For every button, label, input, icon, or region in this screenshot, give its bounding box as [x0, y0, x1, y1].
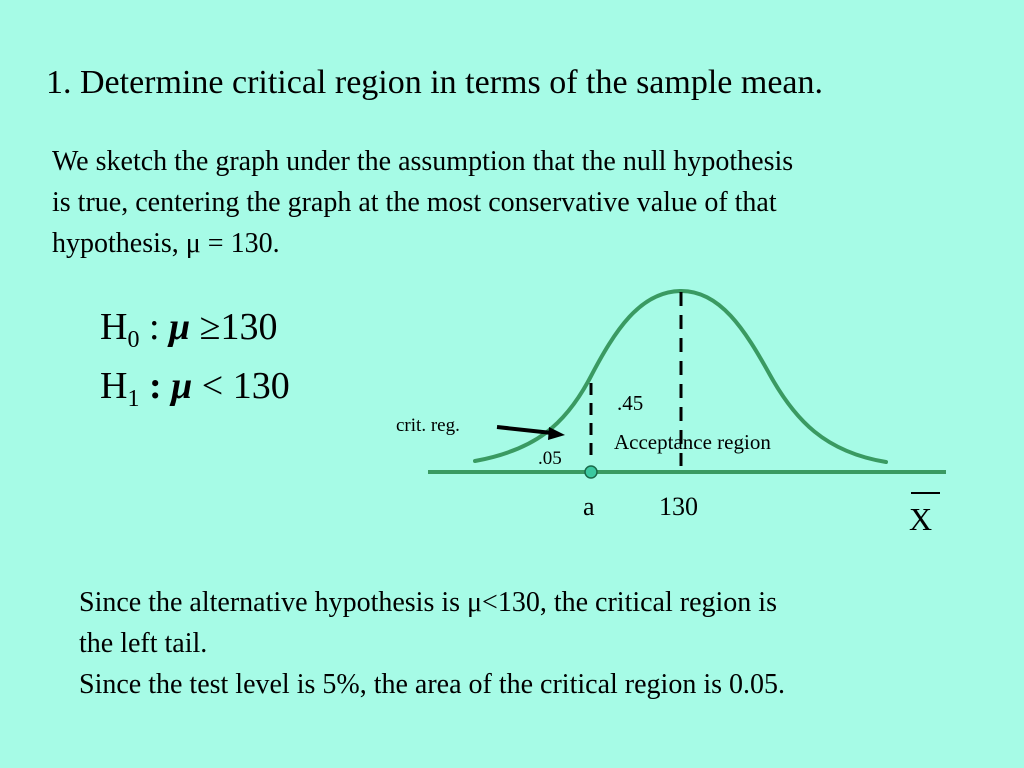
intro-line-1: We sketch the graph under the assumption that the null hypothesis [52, 146, 794, 177]
alternative-hypothesis-value: 130 [232, 365, 290, 407]
null-hypothesis-value: 130 [220, 306, 278, 348]
conclusion-line-1: Since the alternative hypothesis is μ<130, the critical region is [79, 587, 777, 618]
null-hypothesis-mu: μ [169, 306, 191, 348]
alternative-hypothesis-colon: : [148, 365, 162, 407]
tail-area-label: .05 [538, 448, 562, 469]
arrowhead-icon [548, 427, 565, 440]
alternative-hypothesis-subscript: 1 [127, 386, 140, 412]
middle-area-label: .45 [617, 391, 644, 415]
null-hypothesis-symbol: H [100, 306, 128, 348]
null-hypothesis-operator: ≥ [199, 306, 221, 348]
critical-value-point [585, 466, 597, 478]
conclusion-line-2: the left tail. [79, 628, 208, 659]
conclusion-text [79, 582, 979, 705]
alternative-hypothesis-mu: μ [171, 365, 193, 407]
null-hypothesis-colon: : [148, 306, 160, 348]
mean-value-label: 130 [659, 492, 698, 521]
conclusion-line-3: Since the test level is 5%, the area of the critical region is 0.05. [79, 669, 785, 700]
critical-value-a-label: a [583, 492, 595, 521]
alternative-hypothesis-symbol: H [100, 365, 128, 407]
intro-line-3: hypothesis, μ = 130. [52, 228, 280, 259]
alternative-hypothesis-operator: < [201, 365, 224, 407]
acceptance-region-label: Acceptance region [614, 430, 771, 454]
null-hypothesis-subscript: 0 [127, 327, 140, 353]
critical-region-label: crit. reg. [396, 415, 460, 436]
slide-title: 1. Determine critical region in terms of the sample mean. [46, 64, 824, 101]
intro-line-2: is true, centering the graph at the most conservative value of that [52, 187, 777, 218]
critical-region-arrow [497, 427, 552, 433]
x-bar-axis-label: X [909, 501, 933, 537]
